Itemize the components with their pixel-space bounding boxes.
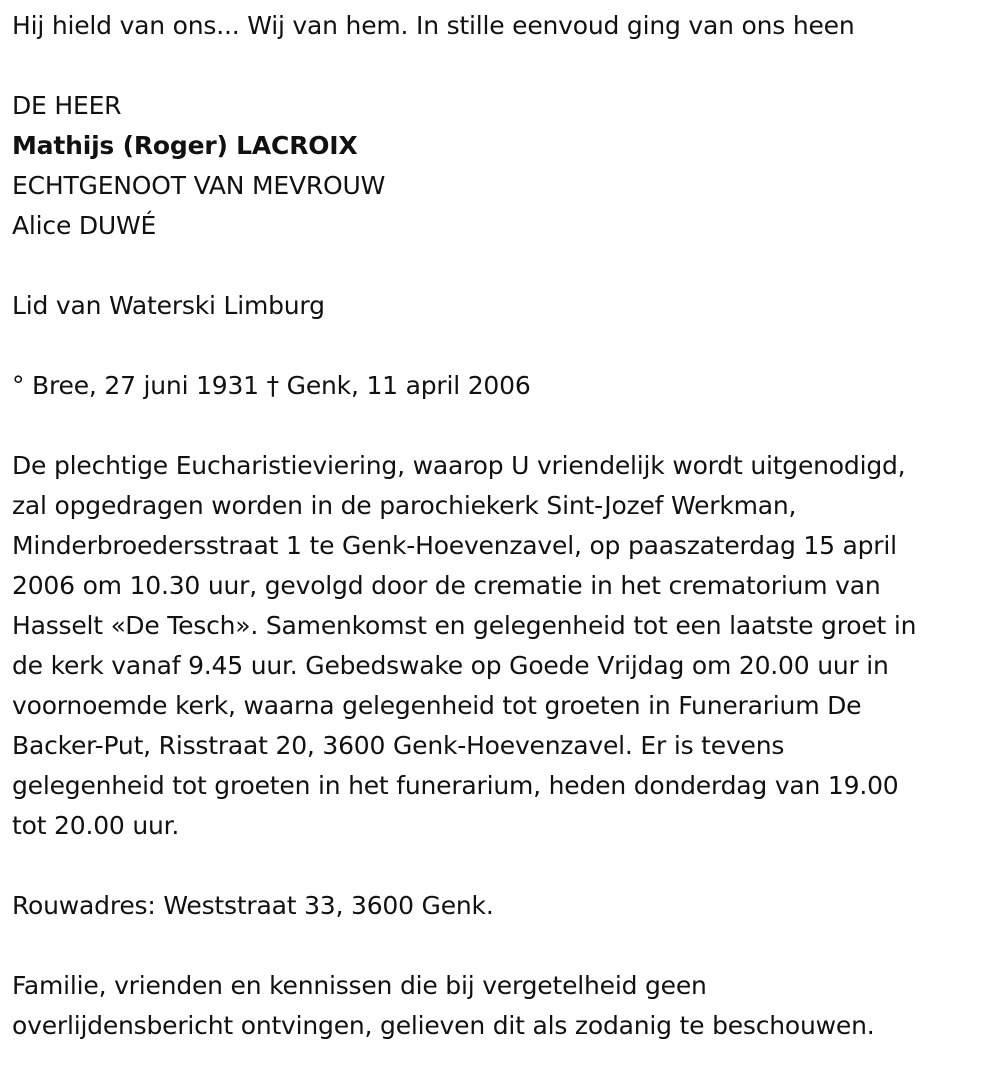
spacer — [12, 846, 988, 886]
spacer — [12, 46, 988, 86]
spouse-name: Alice DUWÉ — [12, 211, 157, 240]
ceremony-line: de kerk vanaf 9.45 uur. Gebedswake op Goede Vrijdag om 20.00 uur in — [12, 651, 889, 680]
ceremony-line: voornoemde kerk, waarna gelegenheid tot groeten in Funerarium De — [12, 691, 862, 720]
closing-paragraph — [12, 966, 988, 1046]
ceremony-line: 2006 om 10.30 uur, gevolgd door de crematie in het crematorium van — [12, 571, 881, 600]
ceremony-line: Minderbroedersstraat 1 te Genk-Hoevenzavel, op paaszaterdag 15 april — [12, 531, 897, 560]
ceremony-paragraph — [12, 446, 988, 846]
deceased-name: Mathijs (Roger) LACROIX — [12, 131, 358, 160]
spacer — [12, 406, 988, 446]
title-text: DE HEER — [12, 91, 122, 120]
ceremony-line: De plechtige Eucharistieviering, waarop U vriendelijk wordt uitgenodigd, — [12, 451, 906, 480]
ceremony-line: Backer-Put, Risstraat 20, 3600 Genk-Hoevenzavel. Er is tevens — [12, 731, 785, 760]
birth-death-dates: ° Bree, 27 juni 1931 † Genk, 11 april 2006 — [12, 371, 531, 400]
closing-line: overlijdensbericht ontvingen, gelieven dit als zodanig te beschouwen. — [12, 1011, 875, 1040]
ceremony-line: zal opgedragen worden in de parochiekerk Sint-Jozef Werkman, — [12, 491, 797, 520]
ceremony-line: Hasselt «De Tesch». Samenkomst en gelegenheid tot een laatste groet in — [12, 611, 917, 640]
spouse-label: ECHTGENOOT VAN MEVROUW — [12, 171, 386, 200]
membership-text: Lid van Waterski Limburg — [12, 291, 325, 320]
ceremony-line: tot 20.00 uur. — [12, 811, 180, 840]
ceremony-line: gelegenheid tot groeten in het funerarium, heden donderdag van 19.00 — [12, 771, 899, 800]
spacer — [12, 326, 988, 366]
intro-text: Hij hield van ons... Wij van hem. In stille eenvoud ging van ons heen — [12, 11, 855, 40]
mourning-address: Rouwadres: Weststraat 33, 3600 Genk. — [12, 891, 494, 920]
spacer — [12, 926, 988, 966]
closing-line: Familie, vrienden en kennissen die bij vergetelheid geen — [12, 971, 707, 1000]
spacer — [12, 246, 988, 286]
